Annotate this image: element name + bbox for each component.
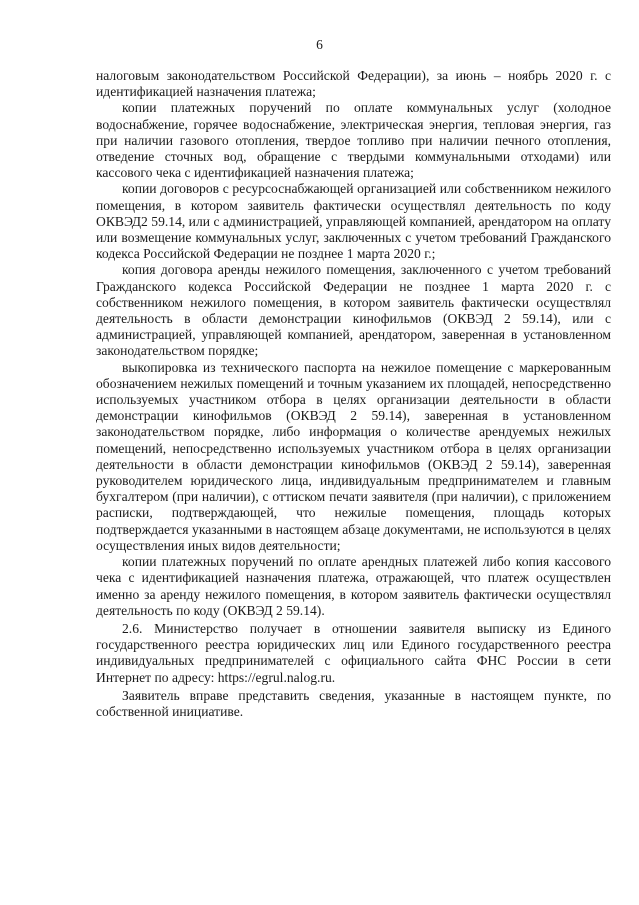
paragraph-section-2-6: 2.6. Министерство получает в отношении заявителя выписку из Единого государственного реестра юридических лиц или Единого государственного реестра индивидуальных предпринимателей с официального сайта ФНС России в сети Интернет по адресу: https://egrul.nalog.ru. xyxy=(96,620,611,685)
page-number: 6 xyxy=(316,37,323,52)
paragraph-lease-agreement: копия договора аренды нежилого помещения, заключенного с учетом требований Гражданского кодекса Российской Федерации не позднее 1 марта 2020 г. с собственником нежилого помещения, в котором заявитель фактически осуществлял деятельность в области демонстрации кинофильмов (ОКВЭД 2 59.14), или с администрацией, управляющей компанией, арендатором, заверенная в установленном законодательством порядке; xyxy=(96,262,611,359)
paragraph-technical-passport-copy: выкопировка из технического паспорта на нежилое помещение с маркерованным обозначением нежилых помещений и точным указанием их площадей, непосредственно используемых участником отбора в целях организации деятельности в области демонстрации кинофильмов (ОКВЭД 2 59.14), заверенная в установленном законодательством порядке, либо информация о количестве арендуемых нежилых помещений, непосредственно используемых участником отбора в целях организации деятельности в области демонстрации кинофильмов (ОКВЭД 2 59.14), заверенная руководителем юридического лица, индивидуальным предпринимателем и главным бухгалтером (при наличии), с оттиском печати заявителя (при наличии), с приложением расписки, подтверждающей, что нежилые помещения, площадь которых подтверждается указанными в настоящем абзаце документами, не используются в целях осуществления иных видов деятельности; xyxy=(96,359,611,553)
paragraph-continuation: налоговым законодательством Российской Федерации), за июнь – ноябрь 2020 г. с идентификацией назначения платежа; xyxy=(96,68,611,100)
paragraph-own-initiative: Заявитель вправе представить сведения, указанные в настоящем пункте, по собственной инициативе. xyxy=(96,687,611,719)
paragraph-rent-payment-orders: копии платежных поручений по оплате арендных платежей либо копия кассового чека с идентификацией назначения платежа, отражающей, что платеж осуществлен именно за аренду нежилого помещения, в котором заявитель фактически осуществлял деятельность по коду (ОКВЭД 2 59.14). xyxy=(96,554,611,618)
paragraph-utility-payment-orders: копии платежных поручений по оплате коммунальных услуг (холодное водоснабжение, горячее водоснабжение, электрическая энергия, тепловая энергия, газ при наличии газового отопления, твердое топливо при наличии печного отопления, отведение сточных вод, обращение с твердыми коммунальными отходами) или кассового чека с идентификацией назначения платежа; xyxy=(96,100,611,181)
document-body xyxy=(96,68,611,720)
paragraph-resource-supply-contracts: копии договоров с ресурсоснабжающей организацией или собственником нежилого помещения, в котором заявитель фактически осуществлял деятельность по коду ОКВЭД2 59.14, или с администрацией, управляющей компанией, арендатором на оплату или возмещение коммунальных услуг, заключенных с учетом требований Гражданского кодекса Российской Федерации не позднее 1 марта 2020 г.; xyxy=(96,181,611,262)
